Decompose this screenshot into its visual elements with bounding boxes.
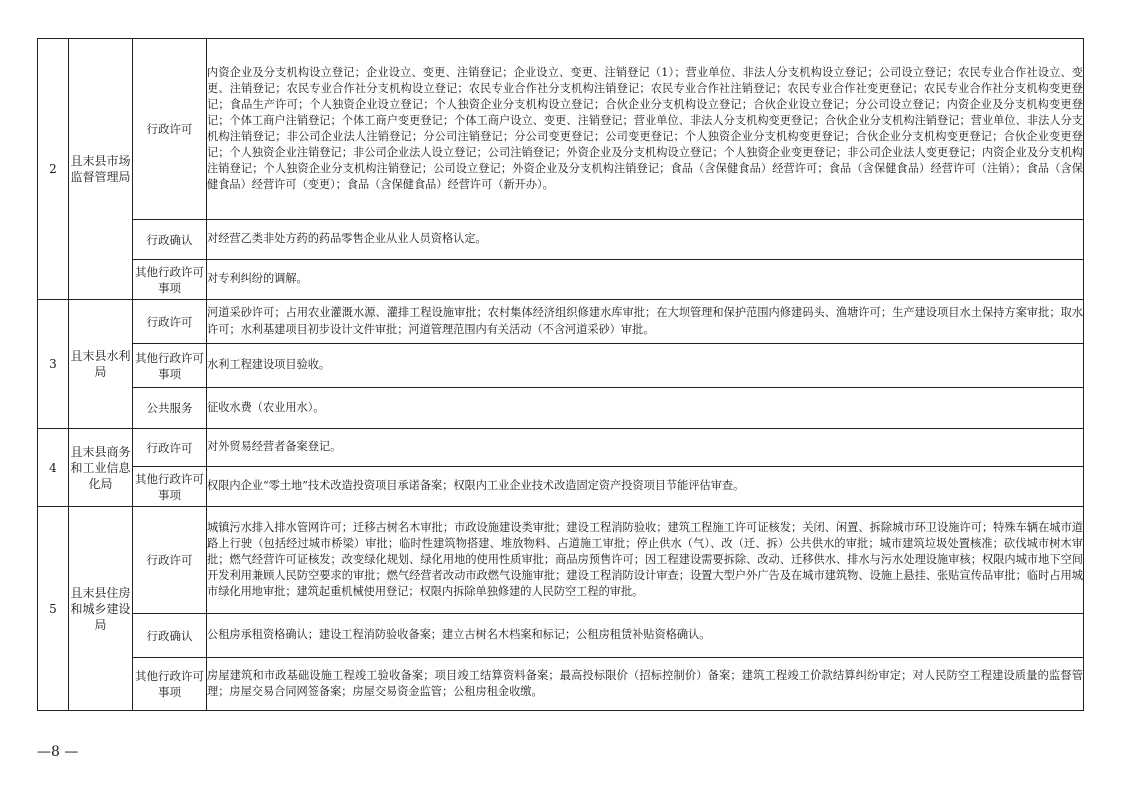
matter-content: 内资企业及分支机构设立登记；企业设立、变更、注销登记；企业设立、变更、注销登记（1）；营业单位、非法人分支机构设立登记；公司设立登记；农民专业合作社设立、变更、注销登记；农民专业合作社分支机构设立登记；农民专业合作社分支机构注销登记；农民专业合作社注销登记；农民专业合作社变更登记；农民专业合作社分支机构变更登记；食品生产许可；个人独资企业设立登记；个人独资企业分支机构设立登记；合伙企业分支机构设立登记；合伙企业设立登记；分公司设立登记；内资企业及分支机构变更登记；个体工商户注销登记；个体工商户变更登记；个体工商户设立、变更、注销登记；营业单位、非法人分支机构变更登记；合伙企业分支机构注销登记；营业单位、非法人分支机构注销登记；非公司企业法人注销登记；分公司注销登记；分公司变更登记；公司变更登记；个人独资企业分支机构变更登记；合伙企业分支机构变更登记；合伙企业变更登记；个人独资企业注销登记；非公司企业法人设立登记；公司注销登记；外资企业及分支机构设立登记；个人独资企业变更登记；非公司企业法人变更登记；内资企业及分支机构注销登记；个人独资企业分支机构注销登记；公司设立登记；外资企业及分支机构注销登记；食品（含保健食品）经营许可；食品（含保健食品）经营许可（注销）；食品（含保健食品）经营许可（变更）；食品（含保健食品）经营许可（新开办）。 — [207, 39, 1084, 220]
matter-content: 房屋建筑和市政基础设施工程竣工验收备案；项目竣工结算资料备案；最高投标限价（招标控制价）备案；建筑工程竣工价款结算纠纷审定；对人民防空工程建设质量的监督管理；房屋交易合同网签备案；房屋交易资金监管；公租房租金收缴。 — [207, 658, 1084, 711]
matter-category: 行政确认 — [133, 220, 207, 260]
page-number: —8 — — [37, 744, 79, 760]
matter-category: 行政许可 — [133, 39, 207, 220]
matter-content: 城镇污水排入排水管网许可；迁移古树名木审批；市政设施建设类审批；建设工程消防验收；建筑工程施工许可证核发；关闭、闲置、拆除城市环卫设施许可；特殊车辆在城市道路上行驶（包括经过城市桥梁）审批；临时性建筑物搭建、堆放物料、占道施工审批；停止供水（气）、改（迁、拆）公共供水的审批；城市建筑垃圾处置核准；砍伐城市树木审批；燃气经营许可证核发；改变绿化规划、绿化用地的使用性质审批；商品房预售许可；因工程建设需要拆除、改动、迁移供水、排水与污水处理设施审核；权限内城市地下空间开发利用兼顾人民防空要求的审批；燃气经营者改动市政燃气设施审批；建设工程消防设计审查；设置大型户外广告及在城市建筑物、设施上悬挂、张贴宣传品审批；临时占用城市绿化用地审批；建筑起重机械使用登记；权限内拆除单独修建的人民防空工程的审批。 — [207, 507, 1084, 614]
table-row — [38, 467, 1084, 507]
matter-category: 其他行政许可事项 — [133, 260, 207, 300]
matter-content: 权限内企业“零土地”技术改造投资项目承诺备案；权限内工业企业技术改造固定资产投资项目节能评估审查。 — [207, 467, 1084, 507]
table-row — [38, 614, 1084, 658]
matter-category: 其他行政许可事项 — [133, 467, 207, 507]
matter-category: 其他行政许可事项 — [133, 658, 207, 711]
matter-content: 对经营乙类非处方药的药品零售企业从业人员资格认定。 — [207, 220, 1084, 260]
matter-content: 对外贸易经营者备案登记。 — [207, 429, 1084, 467]
matter-category: 行政许可 — [133, 429, 207, 467]
table-row — [38, 344, 1084, 388]
row-number: 4 — [38, 429, 69, 507]
department-name: 且末县市场监督管理局 — [69, 39, 133, 300]
department-name: 且末县水利局 — [69, 300, 133, 429]
table-row — [38, 300, 1084, 344]
matter-category: 行政许可 — [133, 507, 207, 614]
table-row — [38, 658, 1084, 711]
row-number: 2 — [38, 39, 69, 300]
row-number: 3 — [38, 300, 69, 429]
table-row — [38, 39, 1084, 220]
table-row — [38, 429, 1084, 467]
matter-content: 河道采砂许可；占用农业灌溉水源、灌排工程设施审批；农村集体经济组织修建水库审批；在大坝管理和保护范围内修建码头、渔塘许可；生产建设项目水土保持方案审批；取水许可；水利基建项目初步设计文件审批；河道管理范围内有关活动（不含河道采砂）审批。 — [207, 300, 1084, 344]
matter-content: 公租房承租资格确认；建设工程消防验收备案；建立古树名木档案和标记；公租房租赁补贴资格确认。 — [207, 614, 1084, 658]
matter-category: 公共服务 — [133, 388, 207, 429]
table-row — [38, 507, 1084, 614]
department-name: 且末县住房和城乡建设局 — [69, 507, 133, 711]
table-row — [38, 388, 1084, 429]
matters-table — [37, 38, 1084, 711]
matter-content: 对专利纠纷的调解。 — [207, 260, 1084, 300]
matter-content: 征收水费（农业用水）。 — [207, 388, 1084, 429]
matter-category: 行政确认 — [133, 614, 207, 658]
matter-category: 行政许可 — [133, 300, 207, 344]
matter-category: 其他行政许可事项 — [133, 344, 207, 388]
department-name: 且末县商务和工业信息化局 — [69, 429, 133, 507]
row-number: 5 — [38, 507, 69, 711]
matter-content: 水利工程建设项目验收。 — [207, 344, 1084, 388]
table-row — [38, 220, 1084, 260]
table-row — [38, 260, 1084, 300]
